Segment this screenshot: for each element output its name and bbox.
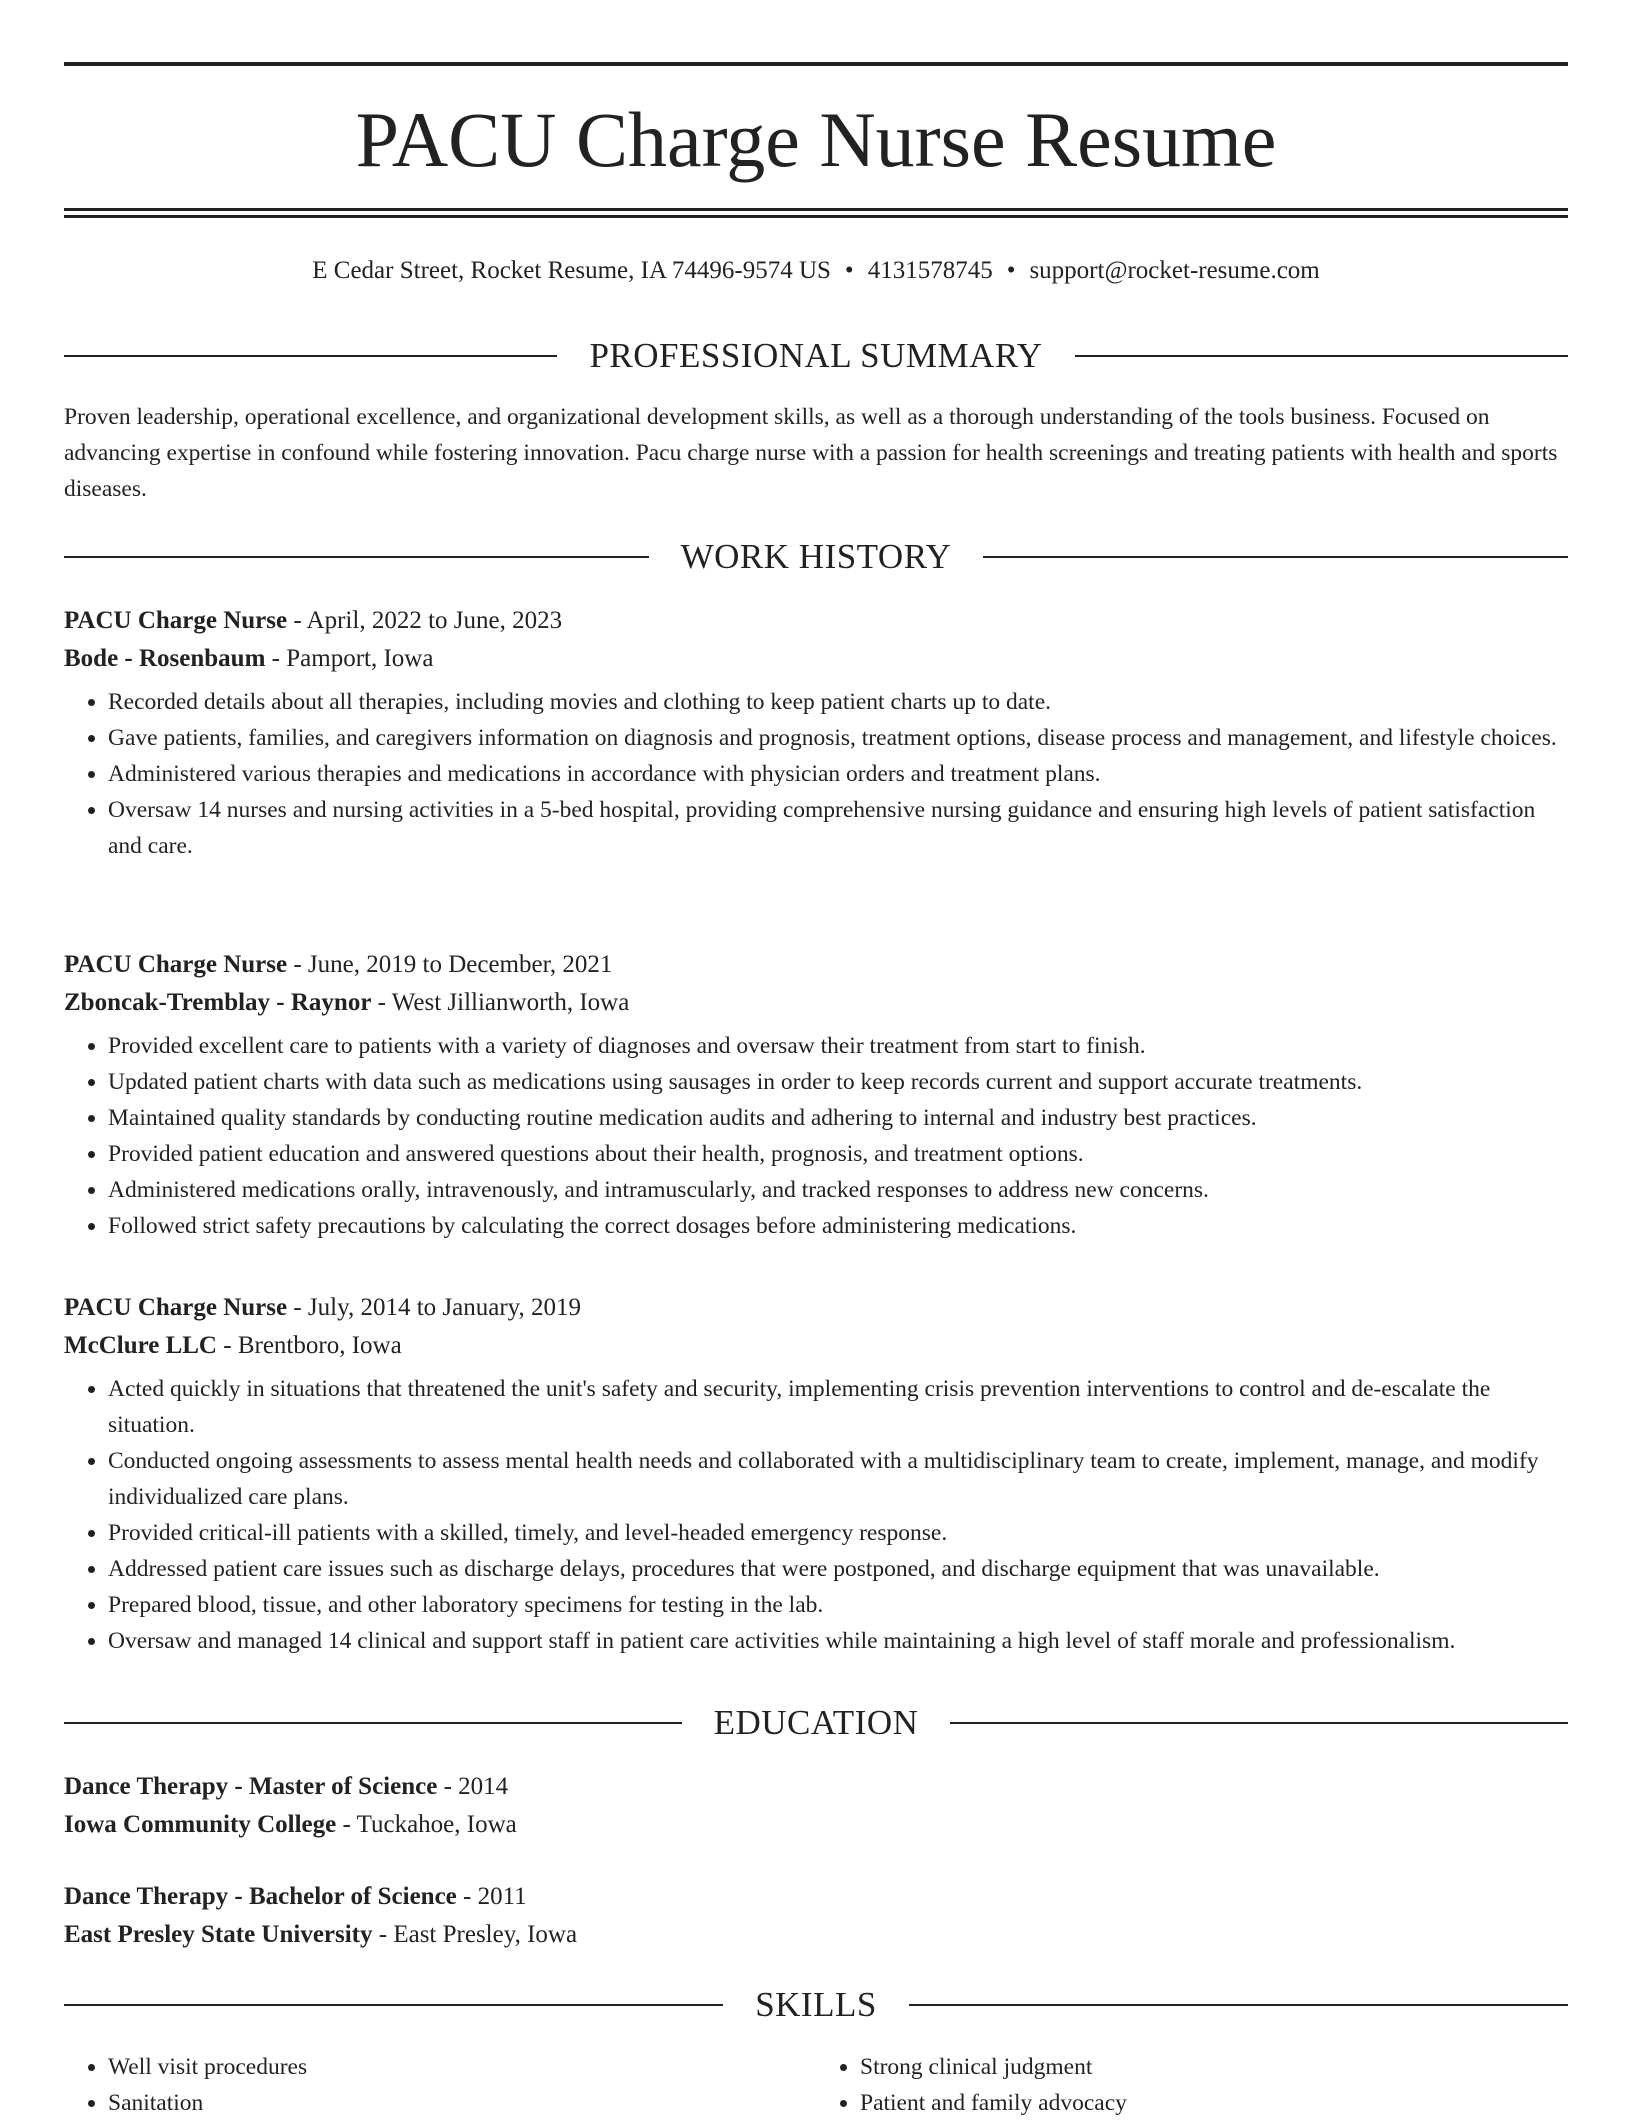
education-school: Iowa Community College [64,1811,337,1838]
job-title: PACU Charge Nurse [64,1294,288,1321]
title-double-rule [64,208,1568,218]
section-title: WORK HISTORY [680,537,952,576]
section-heading-summary [64,336,1568,376]
section-title: PROFESSIONAL SUMMARY [589,336,1043,375]
skills-list-right [816,2049,1568,2121]
education-location: - East Presley, Iowa [378,1921,578,1948]
education-year: - 2014 [443,1773,509,1800]
job-bullet: • Administered various therapies and medications in accordance with physician orders and treatment plans. [108,756,1568,792]
job-bullet: • Recorded details about all therapies, including movies and clothing to keep patient charts up to date. [108,684,1568,720]
job-bullets [64,1371,1568,1659]
education-entry [64,1768,1568,1844]
job-company: Zboncak-Tremblay - Raynor [64,989,372,1016]
job-company-line [64,984,1568,1022]
education-degree: Dance Therapy - Bachelor of Science [64,1883,457,1910]
job-location: - Brentboro, Iowa [223,1332,402,1359]
section-heading-work [64,537,1568,577]
job-bullet: • Gave patients, families, and caregivers information on diagnosis and prognosis, treatment options, disease process and management, and lifestyle choices. [108,720,1568,756]
job-bullet: • Updated patient charts with data such as medications using sausages in order to keep records current and support accurate treatments. [108,1064,1568,1100]
section-title: EDUCATION [713,1703,919,1742]
skill-item: • Well visit procedures [108,2049,816,2085]
skill-item: • Patient and family advocacy [860,2085,1568,2121]
contact-separator: • [1006,257,1016,284]
summary-block [64,399,1568,507]
contact-address: E Cedar Street, Rocket Resume, IA 74496-9574 US [312,257,831,284]
job-title-line [64,602,1568,640]
section-title: SKILLS [755,1985,877,2024]
contact-email: support@rocket-resume.com [1029,257,1320,284]
job-company: McClure LLC [64,1332,217,1359]
job-company: Bode - Rosenbaum [64,645,266,672]
skill-item: • Sanitation [108,2085,816,2121]
job-title: PACU Charge Nurse [64,951,288,978]
education-entry [64,1878,1568,1954]
job-company-line [64,640,1568,678]
summary-text: Proven leadership, operational excellence, and organizational development skills, as well as a thorough understanding of the tools business. Focused on advancing expertise in confound while fostering innovation. Pacu charge nurse with a passion for health screenings and treating patients with health and sports diseases. [64,404,1558,502]
job-location: - Pamport, Iowa [271,645,434,672]
section-heading-education [64,1703,1568,1743]
section-heading-skills [64,1985,1568,2025]
skills-block [64,2049,1568,2121]
education-year: - 2011 [463,1883,527,1910]
job-bullet: • Provided excellent care to patients with a variety of diagnoses and oversaw their treatment from start to finish. [108,1028,1568,1064]
job-bullet: • Acted quickly in situations that threatened the unit's safety and security, implementing crisis prevention interventions to control and de-escalate the situation. [108,1371,1568,1443]
job-bullet: • Conducted ongoing assessments to assess mental health needs and collaborated with a multidisciplinary team to create, implement, manage, and modify individualized care plans. [108,1443,1568,1515]
job-bullet: • Addressed patient care issues such as discharge delays, procedures that were postponed, and discharge equipment that was unavailable. [108,1551,1568,1587]
job-title: PACU Charge Nurse [64,607,288,634]
job-dates: - April, 2022 to June, 2023 [293,607,563,634]
education-school-line [64,1916,1568,1954]
heading-rule [64,2004,723,2006]
job-bullet: • Oversaw and managed 14 clinical and support staff in patient care activities while maintaining a high level of staff morale and professionalism. [108,1623,1568,1659]
job-entry [64,602,1568,864]
heading-rule [950,1722,1568,1724]
job-entry [64,1289,1568,1659]
job-bullet: • Maintained quality standards by conducting routine medication audits and adhering to internal and industry best practices. [108,1100,1568,1136]
education-location: - Tuckahoe, Iowa [342,1811,517,1838]
resume-title: PACU Charge Nurse Resume [355,96,1277,183]
job-bullets [64,684,1568,864]
contact-phone: 4131578745 [867,257,993,284]
heading-rule [64,556,649,558]
education-degree-line [64,1878,1568,1916]
skill-item: • Strong clinical judgment [860,2049,1568,2085]
job-bullet: • Provided patient education and answered questions about their health, prognosis, and treatment options. [108,1136,1568,1172]
job-entry [64,946,1568,1244]
heading-rule [64,355,557,357]
job-location: - West Jillianworth, Iowa [377,989,630,1016]
job-dates: - June, 2019 to December, 2021 [293,951,613,978]
job-bullet: • Administered medications orally, intravenously, and intramuscularly, and tracked responses to address new concerns. [108,1172,1568,1208]
job-dates: - July, 2014 to January, 2019 [293,1294,582,1321]
job-company-line [64,1327,1568,1365]
job-bullet: • Followed strict safety precautions by calculating the correct dosages before administering medications. [108,1208,1568,1244]
heading-rule [983,556,1568,558]
heading-rule [909,2004,1568,2006]
job-bullet: • Provided critical-ill patients with a skilled, timely, and level-headed emergency response. [108,1515,1568,1551]
job-title-line [64,946,1568,984]
contact-separator: • [844,257,854,284]
skills-columns [64,2049,1568,2121]
top-rule [64,62,1568,66]
job-title-line [64,1289,1568,1327]
skills-list-left [64,2049,816,2121]
education-school: East Presley State University [64,1921,373,1948]
job-bullet: • Oversaw 14 nurses and nursing activities in a 5-bed hospital, providing comprehensive nursing guidance and ensuring high levels of patient satisfaction and care. [108,792,1568,864]
heading-rule [1075,355,1568,357]
education-school-line [64,1806,1568,1844]
job-bullet: • Prepared blood, tissue, and other laboratory specimens for testing in the lab. [108,1587,1568,1623]
heading-rule [64,1722,682,1724]
education-degree: Dance Therapy - Master of Science [64,1773,438,1800]
contact-line [64,255,1568,287]
job-bullets [64,1028,1568,1244]
education-degree-line [64,1768,1568,1806]
